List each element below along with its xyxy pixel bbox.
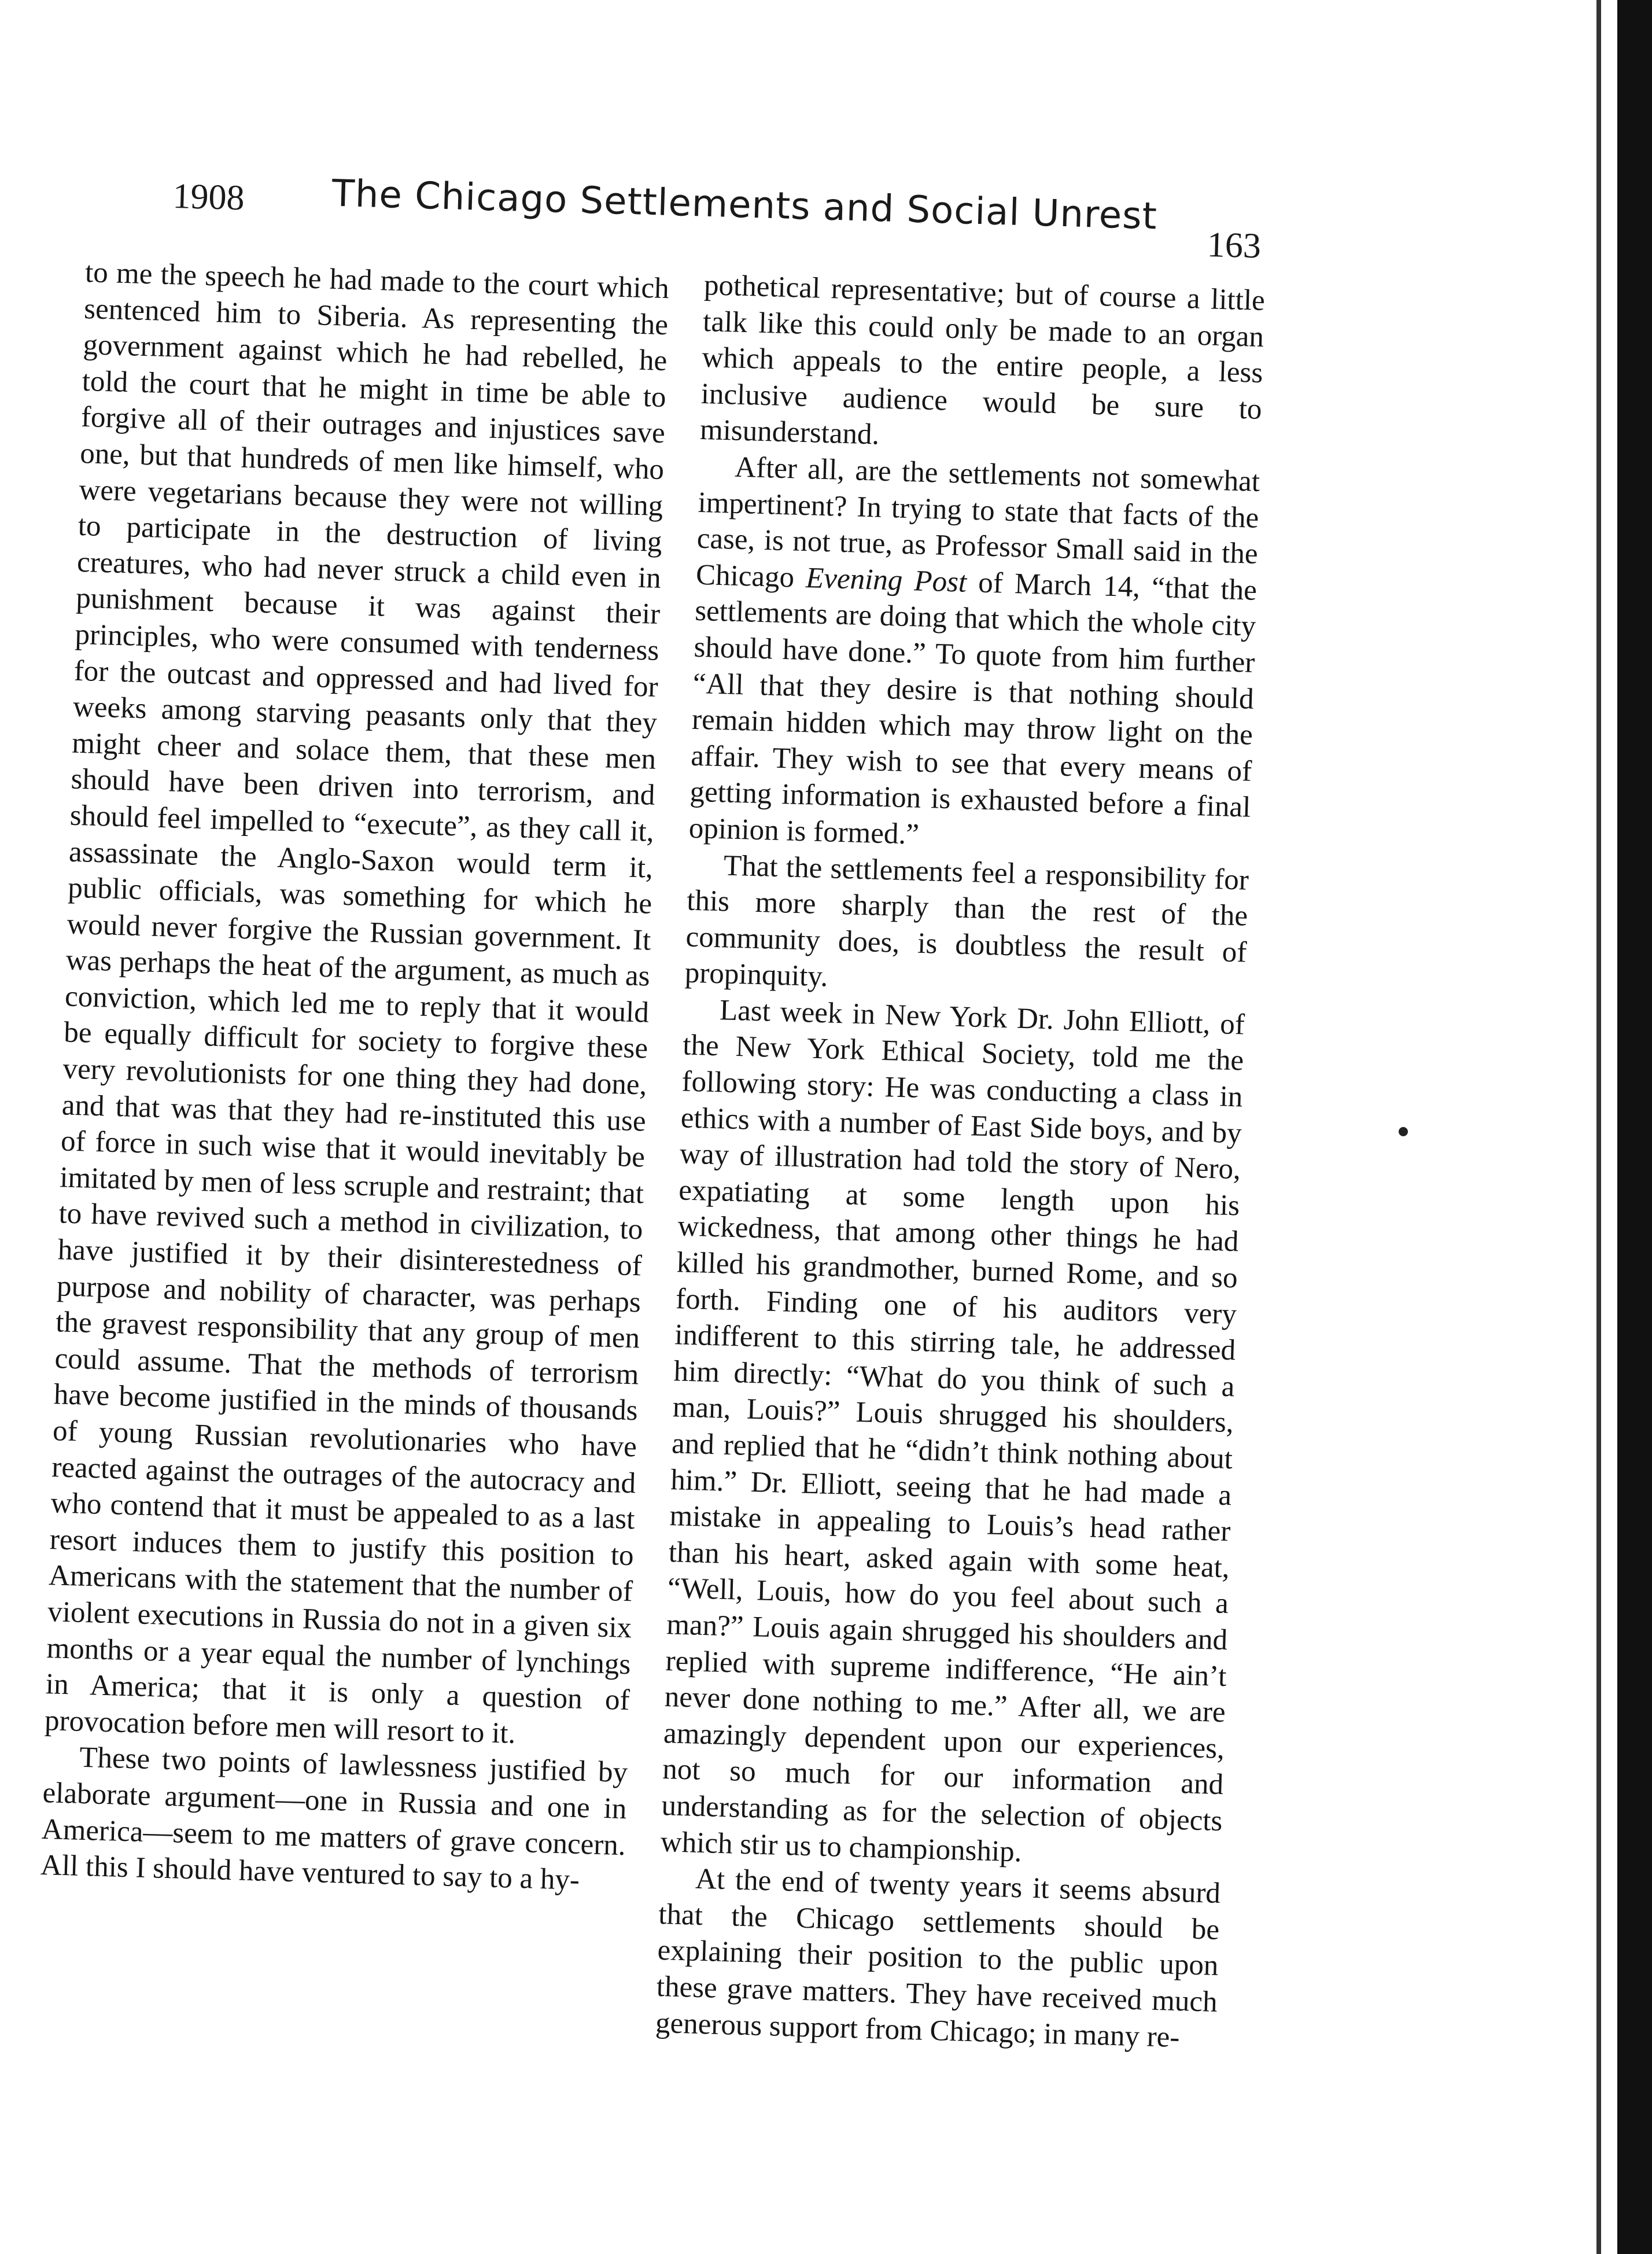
left-paragraph-1: to me the speech he had made to the court which sentenced him to Siberia. As representing the government against which he had rebelled, he told the court that he might in time be able to forgive all of their outrages and injustices save one, but that hundreds of men like himself, who were vegetarians because they were not willing to participate in the destruction of living creatures, who had never struck a child even in punishment because it was against their principles, who were consumed with tenderness for the outcast and oppressed and had lived for weeks among starving peasants only that they might cheer and solace them, that these men should have been driven into terrorism, and should feel impelled to “execute”, as they call it, assassinate the Anglo-Saxon would term it, public officials, was something for which he would never forgive the Russian government. It was perhaps the heat of the argument, as much as conviction, which led me to reply that it would be equally difficult for society to forgive these very revolutionists for one thing they had done, and that was that they had re-instituted this use of force in such wise that it would inevitably be imitated by men of less scruple and restraint; that to have revived such a method in civilization, to have justified it by their disinterestedness of purpose and nobility of character, was perhaps the gravest responsibility that any group of men could assume. That the methods of terrorism have become justified in the minds of thousands of young Russian revolutionaries who have reacted against the outrages of the autocracy and who contend that it must be appealed to as a last resort induces them to justify this position to Americans with the statement that the number of violent executions in Russia do not in a given six months or a year equal the number of lynchings in America; that it is only a question of provocation before men will resort to it.: [44, 256, 670, 1750]
newspaper-title: Evening Post: [805, 561, 967, 599]
right-paragraph-5: At the end of twenty years it seems absurd that the Chicago settlements should be explaining their position to the public upon these grave matters. They have received much generous support from Chicago; in many re-: [655, 1862, 1221, 2054]
left-paragraph-2: These two points of lawlessness justified by elaborate argument—one in Russia and one in America—seem to me matters of grave concern. All this I should have ventured to say to a hy-: [40, 1741, 628, 1897]
right-paragraph-2-end: of March 14, “that the settlements are doing that which the whole city should have done.” To quote from him further “All that they desire is that nothing should remain hidden which may throw light on the affair. They wish to see that every means of getting information is exhausted before a final opinion is formed.”: [688, 566, 1258, 851]
right-paragraph-1: pothetical representative; but of course a little talk like this could only be made to an organ which appeals to the entire people, a less inclusive audience would be sure to misunderstand.: [699, 268, 1266, 451]
left-column: [40, 255, 669, 1900]
right-paragraph-3: That the settlements feel a responsibility for this more sharply than the rest of the community does, is doubtless the result of propinquity.: [684, 849, 1249, 993]
right-paragraph-2: [688, 448, 1260, 862]
right-paragraph-4: Last week in New York Dr. John Elliott, of the New York Ethical Society, told me the following story: He was conducting a class in ethics with a number of East Side boys, and by way of illustration had told the story of Nero, expatiating at some length upon his wickedness, that among other things he had killed his grandmother, burned Rome, and so forth. Finding one of his auditors very indifferent to this stirring tale, he addressed him directly: “What do you think of such a man, Louis?” Louis shrugged his shoulders, and replied that he “didn’t think nothing about him.” Dr. Elliott, seeing that he had made a mistake in appealing to Louis’s head rather than his heart, asked again with some heat, “Well, Louis, how do you feel about such a man?” Louis again shrugged his shoulders and replied with supreme indifference, “He ain’t never done nothing to me.” After all, we are amazingly dependent upon our experiences, not so much for our information and understanding as for the selection of objects which stir us to championship.: [660, 994, 1245, 1868]
page-number: 163: [1207, 224, 1262, 266]
right-column: [655, 267, 1265, 2057]
scan-speck: [1399, 1127, 1408, 1136]
header-year: 1908: [172, 176, 245, 218]
header-title: The Chicago Settlements and Social Unrest: [331, 172, 1158, 238]
scanner-border: [1617, 0, 1652, 2254]
right-paragraph-2-start: After all, are the settlements not somewhat impertinent? In trying to state that facts of the case, is not true, as Professor Small said in the Chicago: [695, 451, 1260, 594]
